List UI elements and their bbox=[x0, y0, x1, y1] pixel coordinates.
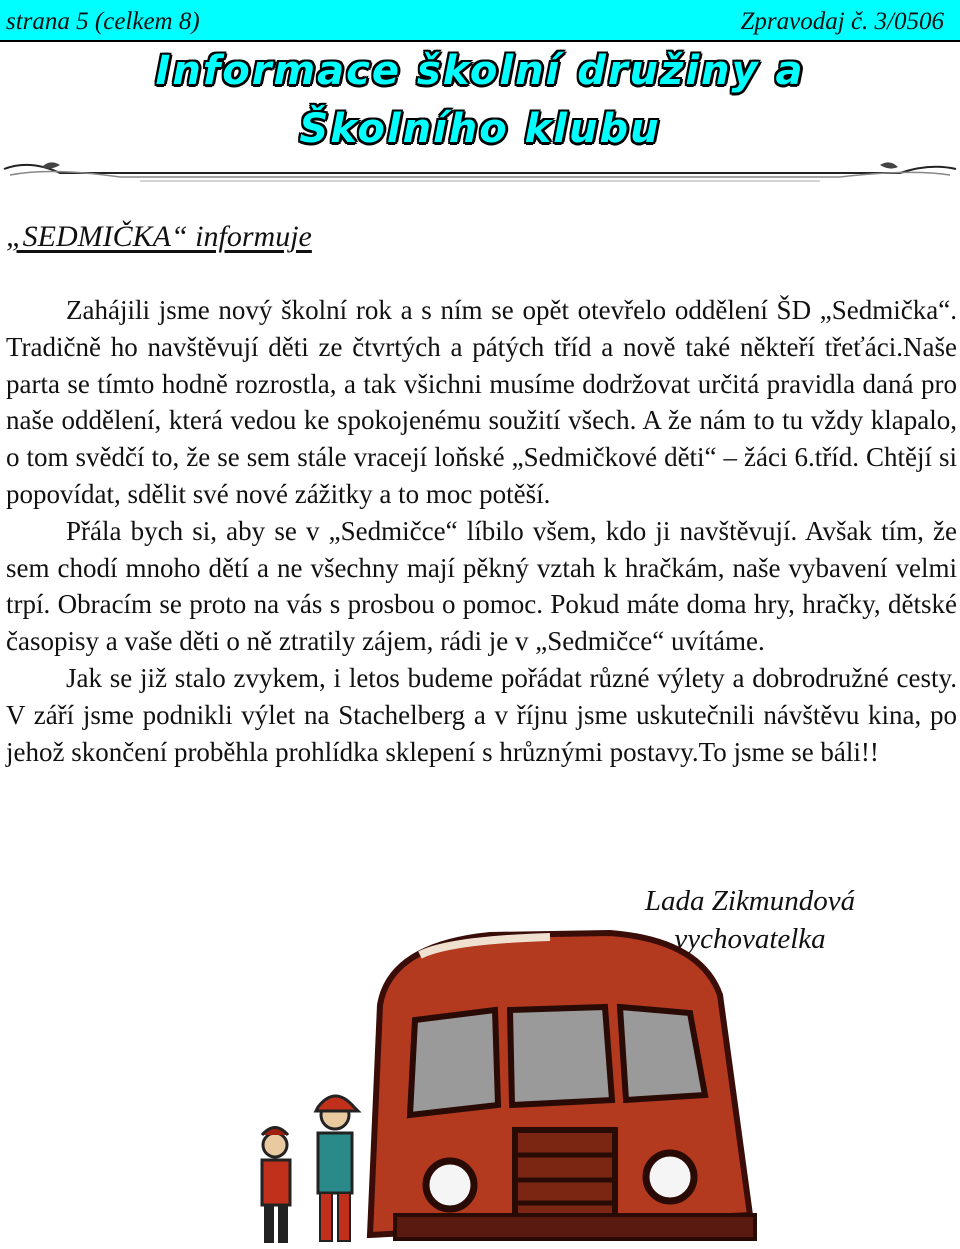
paragraph: Přála bych si, aby se v „Sedmičce“ líbilo všem, kdo ji navštěvují. Avšak tím, že sem chodí mnoho dětí a ne všechny mají pěkný vztah k hračkám, naše vybavení velmi trpí. Obracím se proto na vás s prosbou o pomoc. Pokud máte doma hry, hračky, dětské časopisy a vaše děti o ně ztratily zájem, rádi je v „Sedmičce“ uvítáme. bbox=[6, 515, 957, 657]
banner-title-line2: Školního klubu bbox=[299, 106, 661, 152]
section-title: „SEDMIČKA“ informuje bbox=[6, 220, 312, 253]
signature-role: vychovatelka bbox=[674, 923, 826, 955]
paragraph: Zahájili jsme nový školní rok a s ním se opět otevřelo oddělení ŠD „Sedmička“. Tradičně ho navštěvují děti ze čtvrtých a pátých tříd a nově také někteří třeťáci.Naše parta se tímto hodně rozrostla, a tak všichni musíme dodržovat určitá pravidla daná pro naše oddělení, která vedou ke spokojenému soužití všech. A že nám to tu vždy klapalo, o tom svědčí to, že se sem stále vracejí loňské „Sedmičkové děti“ – žáci 6.tříd. Chtějí si popovídat, sdělit své nové zážitky a to moc potěší. bbox=[6, 295, 957, 509]
article-body bbox=[6, 292, 957, 770]
paragraph: Jak se již stalo zvykem, i letos budeme pořádat různé výlety a dobrodružné cesty. V září jsme podnikli výlet na Stachelberg a v říjnu jsme uskutečnili návštěvu kina, po jehož skončení proběhla prohlídka sklepení s hrůznými postavy.To jsme se báli!! bbox=[6, 662, 957, 767]
newsletter-issue: Zpravodaj č. 3/0506 bbox=[740, 8, 944, 35]
page-header bbox=[0, 0, 960, 42]
page-number: strana 5 (celkem 8) bbox=[6, 8, 200, 35]
bus-illustration bbox=[250, 915, 790, 1249]
signature-name: Lada Zikmundová bbox=[644, 885, 856, 917]
decorative-divider bbox=[0, 155, 960, 187]
banner-title-line1: Informace školní družiny a bbox=[155, 48, 805, 94]
